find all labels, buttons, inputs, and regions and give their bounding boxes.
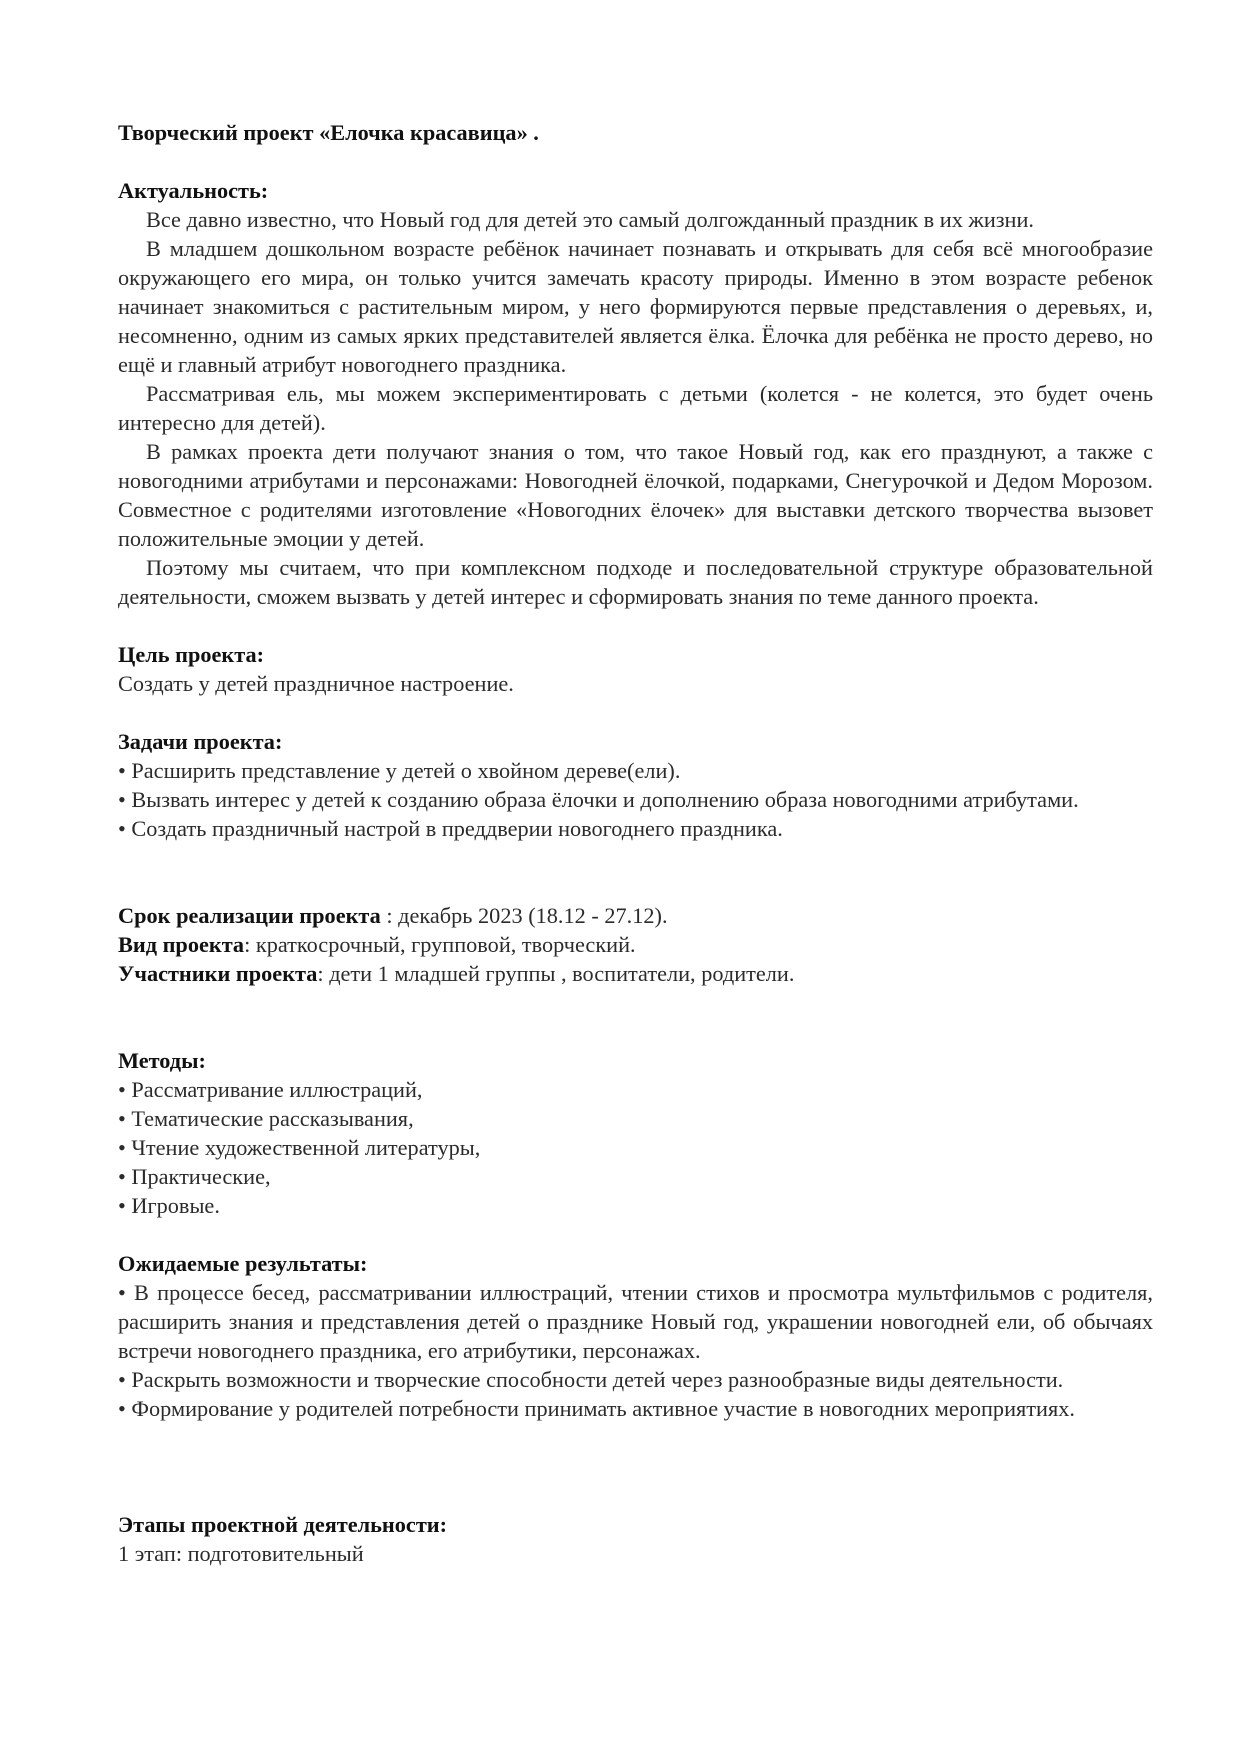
participants-label: Участники проекта	[118, 961, 318, 986]
relevance-heading: Актуальность:	[118, 178, 269, 203]
stages-section	[118, 1510, 1153, 1568]
methods-section	[118, 1046, 1153, 1220]
result-item: • В процессе бесед, рассматривании иллюстраций, чтении стихов и просмотра мультфильмов с родителя, расширить знания и представления детей о празднике Новый год, украшении новогодней ели, об обычаях встречи новогоднего праздника, его атрибутики, персонажах.	[118, 1280, 1153, 1363]
term-label: Срок реализации проекта	[118, 903, 381, 928]
method-item: • Тематические рассказывания,	[118, 1106, 414, 1131]
method-item: • Рассматривание иллюстраций,	[118, 1077, 423, 1102]
participants-line	[118, 959, 1153, 988]
methods-heading: Методы:	[118, 1048, 206, 1073]
method-item: • Игровые.	[118, 1193, 220, 1218]
document-body	[118, 118, 1153, 1568]
results-heading: Ожидаемые результаты:	[118, 1251, 368, 1276]
relevance-section	[118, 176, 1153, 611]
term-line	[118, 901, 1153, 930]
method-item: • Чтение художественной литературы,	[118, 1135, 481, 1160]
goal-section	[118, 640, 1153, 698]
task-item: • Расширить представление у детей о хвойном дереве(ели).	[118, 758, 681, 783]
task-item: • Создать праздничный настрой в преддверии новогоднего праздника.	[118, 816, 783, 841]
relevance-paragraph: Рассматривая ель, мы можем экспериментировать с детьми (колется - не колется, это будет очень интересно для детей).	[118, 381, 1153, 435]
task-item: • Вызвать интерес у детей к созданию образа ёлочки и дополнению образа новогодними атрибутами.	[118, 787, 1079, 812]
type-line	[118, 930, 1153, 959]
meta-section	[118, 901, 1153, 988]
term-value: : декабрь 2023 (18.12 - 27.12).	[380, 903, 668, 928]
tasks-heading: Задачи проекта:	[118, 729, 283, 754]
stages-heading: Этапы проектной деятельности:	[118, 1512, 448, 1537]
method-item: • Практические,	[118, 1164, 271, 1189]
tasks-section	[118, 727, 1153, 843]
document-title: Творческий проект «Елочка красавица» .	[118, 120, 539, 145]
relevance-paragraph: Поэтому мы считаем, что при комплексном подходе и последовательной структуре образовательной деятельности, сможем вызвать у детей интерес и сформировать знания по теме данного проекта.	[118, 555, 1153, 609]
goal-heading: Цель проекта:	[118, 642, 265, 667]
result-item: • Раскрыть возможности и творческие способности детей через разнообразные виды деятельности.	[118, 1367, 1064, 1392]
results-section	[118, 1249, 1153, 1423]
relevance-paragraph: В рамках проекта дети получают знания о том, что такое Новый год, как его празднуют, а также с новогодними атрибутами и персонажами: Новогодней ёлочкой, подарками, Снегурочкой и Дедом Морозом. Совместное с родителями изготовление «Новогодних ёлочек» для выставки детского творчества вызовет положительные эмоции у детей.	[118, 439, 1153, 551]
first-stage: 1 этап: подготовительный	[118, 1541, 364, 1566]
goal-text: Создать у детей праздничное настроение.	[118, 671, 514, 696]
type-value: : краткосрочный, групповой, творческий.	[244, 932, 636, 957]
relevance-paragraph: Все давно известно, что Новый год для детей это самый долгожданный праздник в их жизни.	[146, 207, 1034, 232]
relevance-paragraph: В младшем дошкольном возрасте ребёнок начинает познавать и открывать для себя всё многообразие окружающего его мира, он только учится замечать красоту природы. Именно в этом возрасте ребенок начинает знакомиться с растительным миром, у него формируются первые представления о деревьях, и, несомненно, одним из самых ярких представителей является ёлка. Ёлочка для ребёнка не просто дерево, но ещё и главный атрибут новогоднего праздника.	[118, 236, 1153, 377]
result-item: • Формирование у родителей потребности принимать активное участие в новогодних мероприятиях.	[118, 1396, 1075, 1421]
participants-value: : дети 1 младшей группы , воспитатели, родители.	[317, 961, 795, 986]
type-label: Вид проекта	[118, 932, 245, 957]
